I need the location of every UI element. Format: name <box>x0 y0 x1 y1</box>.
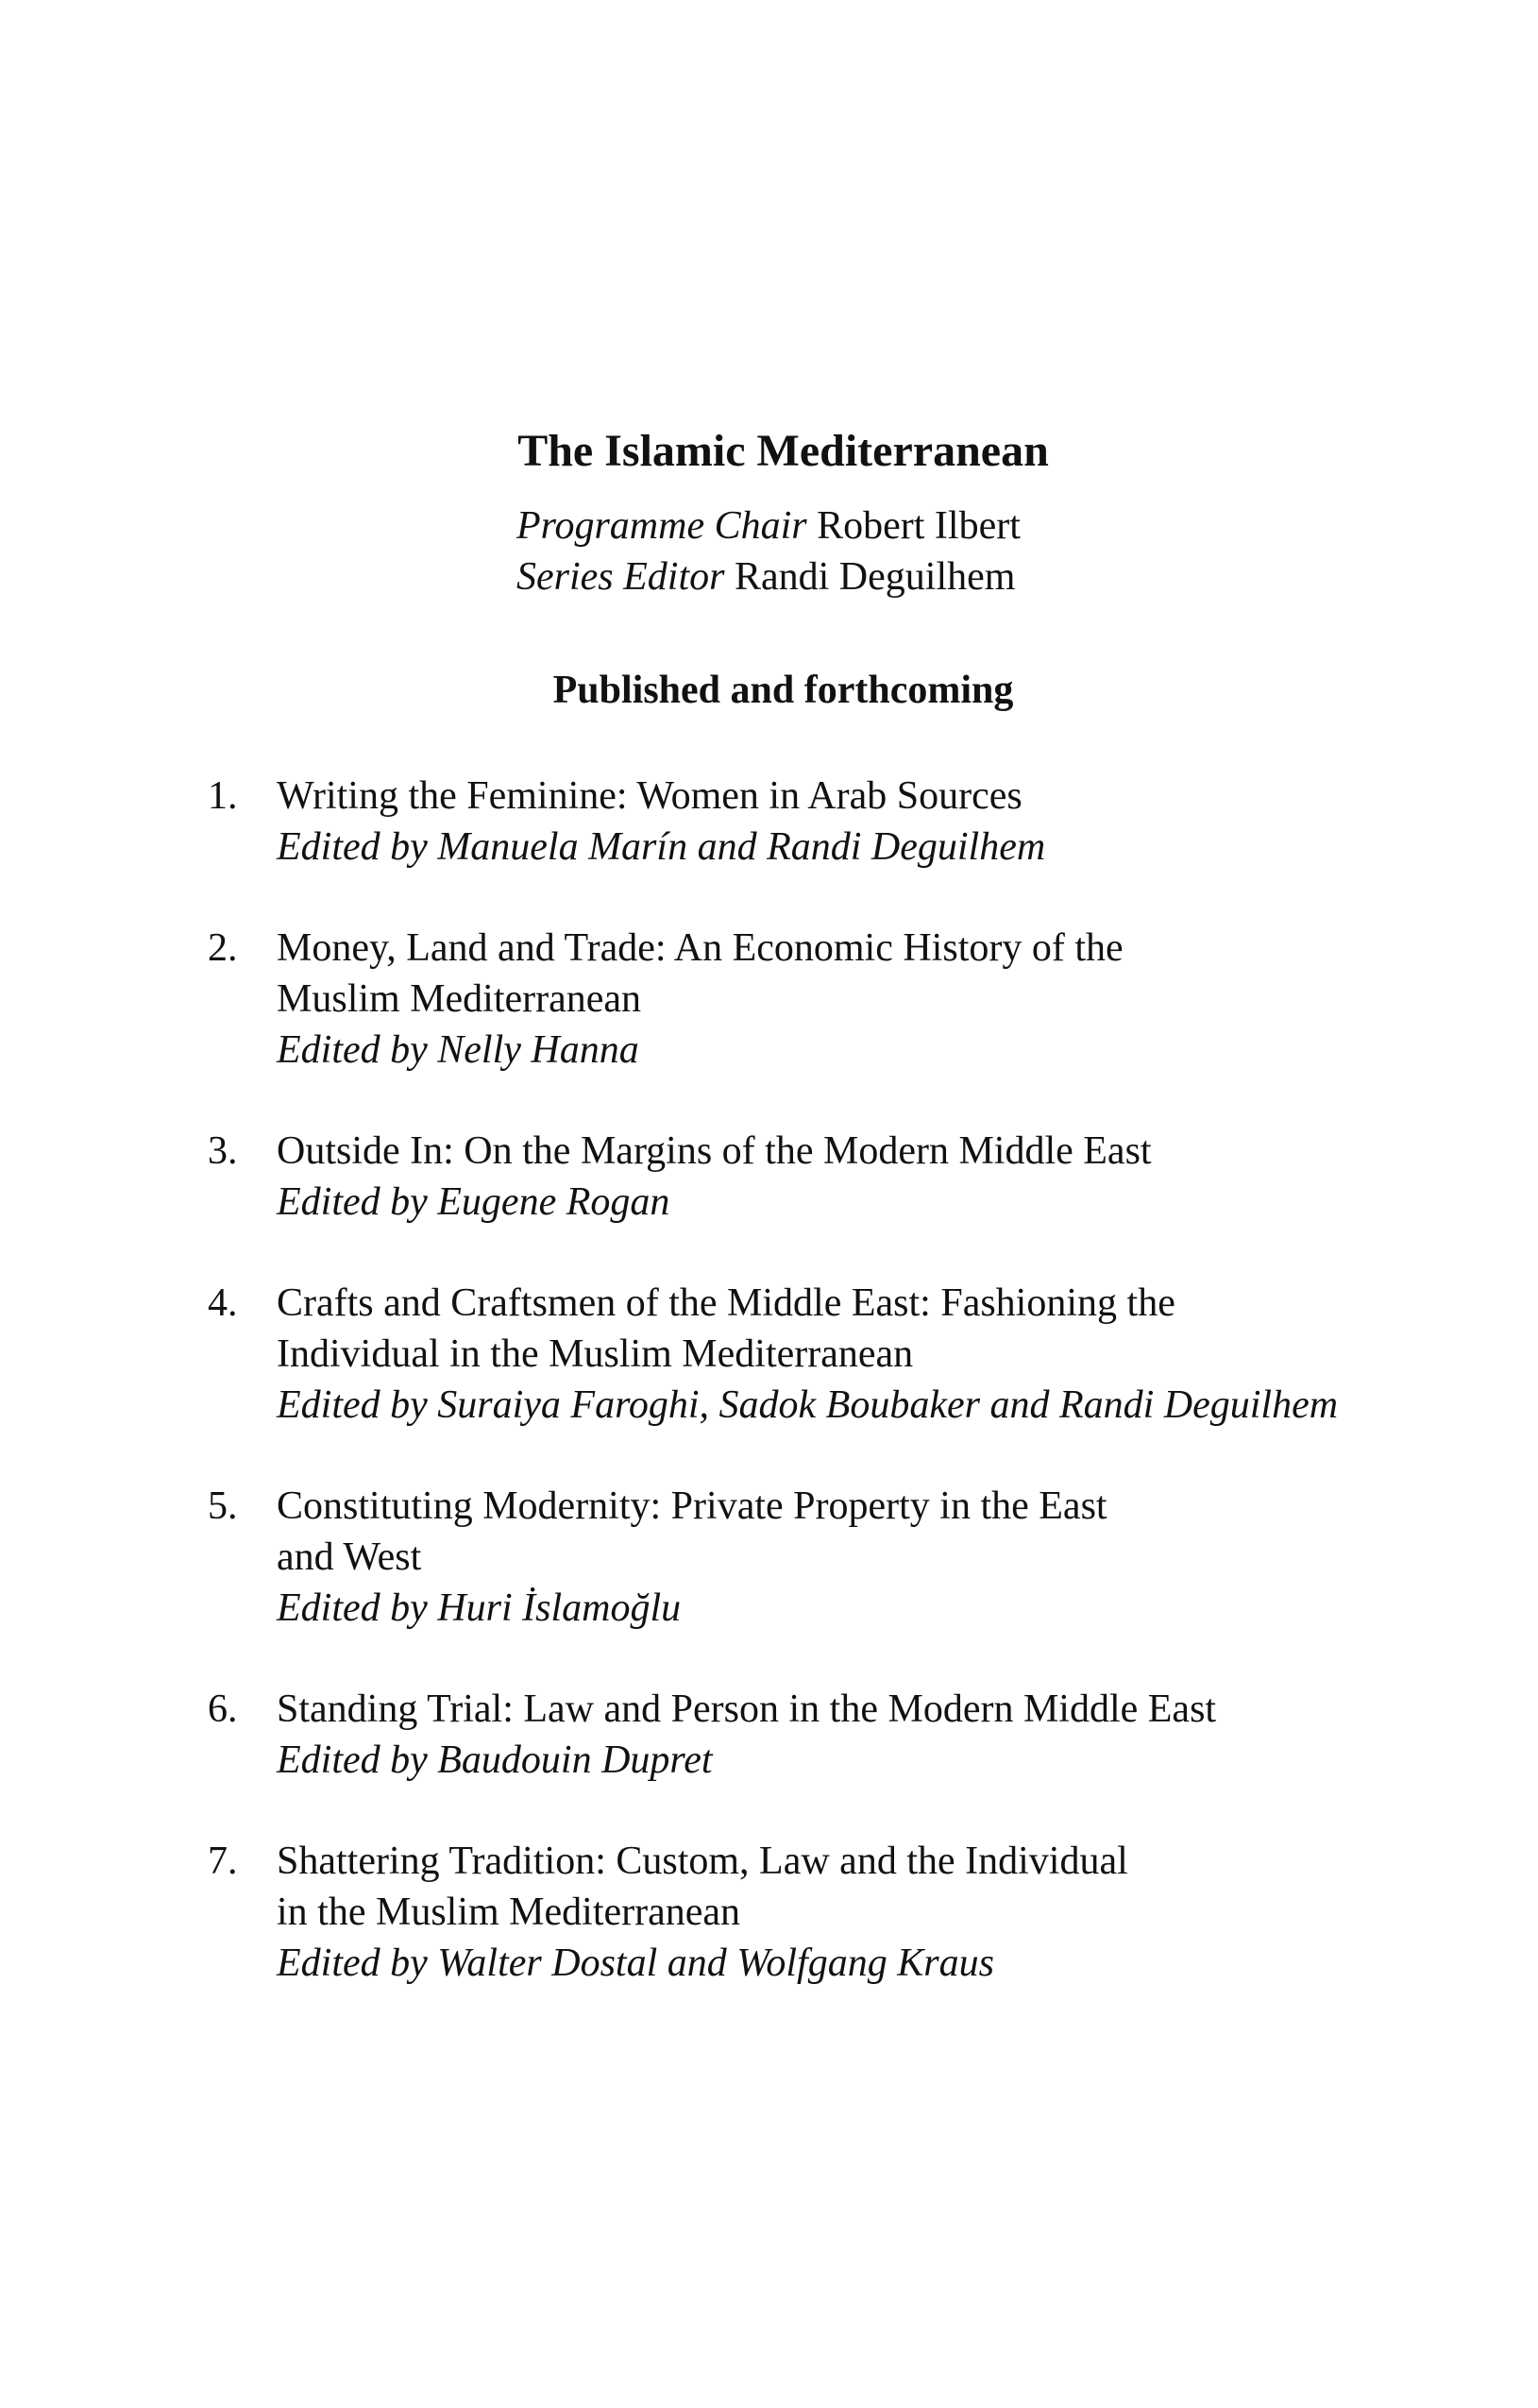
book-title: Standing Trial: Law and Person in the Modern Middle East <box>277 1687 1217 1731</box>
list-item <box>208 771 1416 873</box>
series-editor-name: Randi Deguilhem <box>734 555 1016 599</box>
list-item <box>208 1278 1416 1431</box>
book-editors: Edited by Manuela Marín and Randi Deguilhem <box>277 825 1046 869</box>
book-title: Money, Land and Trade: An Economic History of the <box>277 926 1124 970</box>
series-editor-line <box>516 551 1021 602</box>
book-title-continued: and West <box>277 1535 422 1579</box>
series-roles <box>516 500 1021 602</box>
book-title-continued: Individual in the Muslim Mediterranean <box>277 1332 914 1376</box>
book-title: Constituting Modernity: Private Property in the East <box>277 1484 1107 1528</box>
book-title-continued: Muslim Mediterranean <box>277 977 642 1021</box>
list-item <box>208 1481 1416 1634</box>
book-number: 6. <box>208 1687 238 1731</box>
list-item <box>208 1126 1416 1228</box>
book-editors: Edited by Suraiya Faroghi, Sadok Boubaker and Randi Deguilhem <box>277 1383 1339 1427</box>
book-editors: Edited by Nelly Hanna <box>277 1028 639 1072</box>
series-title: The Islamic Mediterranean <box>517 426 1049 476</box>
programme-chair-name: Robert Ilbert <box>817 504 1021 548</box>
book-title: Writing the Feminine: Women in Arab Sources <box>277 774 1023 818</box>
list-item <box>208 1836 1416 1989</box>
list-item <box>208 923 1416 1076</box>
book-editors: Edited by Eugene Rogan <box>277 1180 670 1224</box>
book-title: Crafts and Craftsmen of the Middle East: Fashioning the <box>277 1281 1175 1325</box>
book-editors: Edited by Walter Dostal and Wolfgang Kraus <box>277 1942 994 1985</box>
series-editor-label: Series Editor <box>516 555 725 599</box>
programme-chair-label: Programme Chair <box>516 504 807 548</box>
book-title: Shattering Tradition: Custom, Law and the Individual <box>277 1840 1128 1883</box>
list-item <box>208 1684 1416 1786</box>
book-number: 1. <box>208 774 238 818</box>
programme-chair-line <box>516 500 1021 551</box>
book-number: 3. <box>208 1129 238 1173</box>
book-title-continued: in the Muslim Mediterranean <box>277 1891 741 1934</box>
section-heading: Published and forthcoming <box>552 669 1014 712</box>
book-number: 7. <box>208 1840 238 1883</box>
book-editors: Edited by Huri İslamoğlu <box>277 1586 682 1630</box>
book-title: Outside In: On the Margins of the Modern Middle East <box>277 1129 1152 1173</box>
book-number: 4. <box>208 1281 238 1325</box>
book-number: 2. <box>208 926 238 970</box>
book-list <box>208 771 1416 2039</box>
book-editors: Edited by Baudouin Dupret <box>277 1738 713 1782</box>
book-number: 5. <box>208 1484 238 1528</box>
